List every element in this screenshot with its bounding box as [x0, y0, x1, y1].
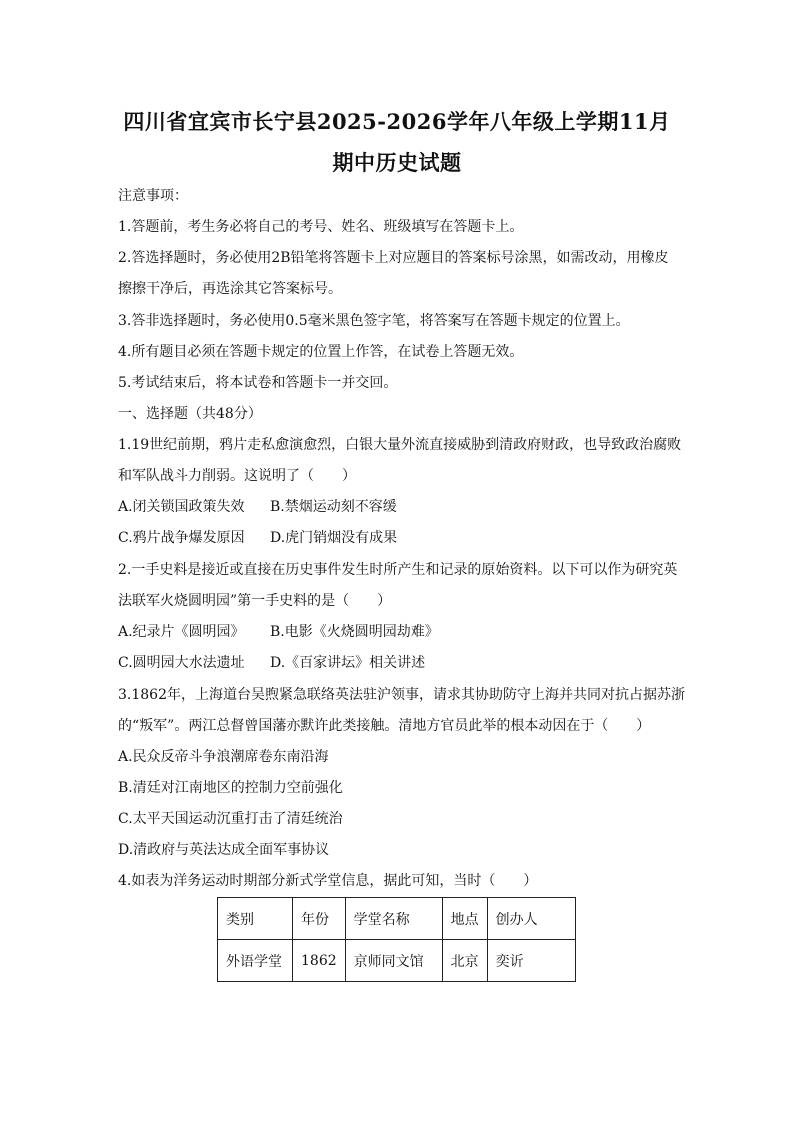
question-1-option-b: B.禁烟运动刻不容缓	[270, 499, 397, 515]
exam-title-line1: 四川省宜宾市长宁县2025-2026学年八年级上学期11月	[123, 109, 671, 134]
question-4-stem: 4.如表为洋务运动时期部分新式学堂信息，据此可知，当时（ ）	[118, 873, 538, 889]
note-item: 4.所有题目必须在答题卡规定的位置上作答，在试卷上答题无效。	[118, 344, 524, 360]
question-3-option-c: C.太平天国运动沉重打击了清廷统治	[118, 811, 343, 827]
question-1-option-a: A.闭关锁国政策失效	[118, 499, 245, 515]
question-2-stem: 2.一手史料是接近或直接在历史事件发生时所产生和记录的原始资料。以下可以作为研究英	[118, 562, 678, 578]
table-cell: 外语学堂	[218, 940, 293, 982]
question-3-option-d: D.清政府与英法达成全面军事协议	[118, 842, 330, 858]
note-item: 1.答题前，考生务必将自己的考号、姓名、班级填写在答题卡上。	[118, 219, 524, 235]
table-cell: 北京	[442, 940, 487, 982]
question-2-stem-cont: 法联军火烧圆明园”第一手史料的是（ ）	[118, 593, 392, 609]
note-item: 3.答非选择题时，务必使用0.5毫米黑色签字笔，将答案写在答题卡规定的位置上。	[118, 313, 630, 329]
table-header-row	[218, 898, 576, 940]
table-header-cell: 创办人	[487, 898, 575, 940]
table-header-cell: 学堂名称	[345, 898, 442, 940]
table-row	[218, 940, 576, 982]
question-3-option-a: A.民众反帝斗争浪潮席卷东南沿海	[118, 749, 329, 765]
note-item: 5.考试结束后，将本试卷和答题卡一并交回。	[118, 375, 398, 391]
question-2-option-d: D.《百家讲坛》相关讲述	[270, 655, 426, 671]
question-2-option-a: A.纪录片《圆明园》	[118, 624, 245, 640]
question-3-stem: 3.1862年，上海道台吴煦紧急联络英法驻沪领事，请求其协助防守上海并共同对抗占据苏浙	[118, 687, 685, 703]
table-header-cell: 地点	[442, 898, 487, 940]
question-1-option-d: D.虎门销烟没有成果	[270, 530, 398, 546]
question-2-option-c: C.圆明园大水法遗址	[118, 655, 245, 671]
table-header-cell: 年份	[293, 898, 346, 940]
question-2-option-b: B.电影《火烧圆明园劫难》	[270, 624, 439, 640]
table-header-cell: 类别	[218, 898, 293, 940]
table-cell: 奕䜣	[487, 940, 575, 982]
table-cell: 1862	[293, 940, 346, 982]
note-item: 擦擦干净后，再选涂其它答案标号。	[118, 281, 342, 297]
table-cell: 京师同文馆	[345, 940, 442, 982]
note-item: 2.答选择题时，务必使用2B铅笔将答题卡上对应题目的答案标号涂黑，如需改动，用橡皮	[118, 250, 669, 266]
exam-title-line2: 期中历史试题	[332, 150, 462, 175]
question-1-stem: 1.19世纪前期，鸦片走私愈演愈烈，白银大量外流直接威胁到清政府财政，也导致政治腐败	[118, 437, 682, 453]
school-info-table	[217, 897, 576, 982]
question-3-option-b: B.清廷对江南地区的控制力空前强化	[118, 780, 343, 796]
question-1-stem-cont: 和军队战斗力削弱。这说明了（ ）	[118, 468, 356, 484]
section-heading: 一、选择题（共48分）	[118, 406, 262, 422]
question-3-stem-cont: 的“叛军”。两江总督曾国藩亦默许此类接触。清地方官员此举的根本动因在于（ ）	[118, 718, 651, 734]
question-1-option-c: C.鸦片战争爆发原因	[118, 530, 245, 546]
notes-heading: 注意事项：	[118, 188, 188, 204]
